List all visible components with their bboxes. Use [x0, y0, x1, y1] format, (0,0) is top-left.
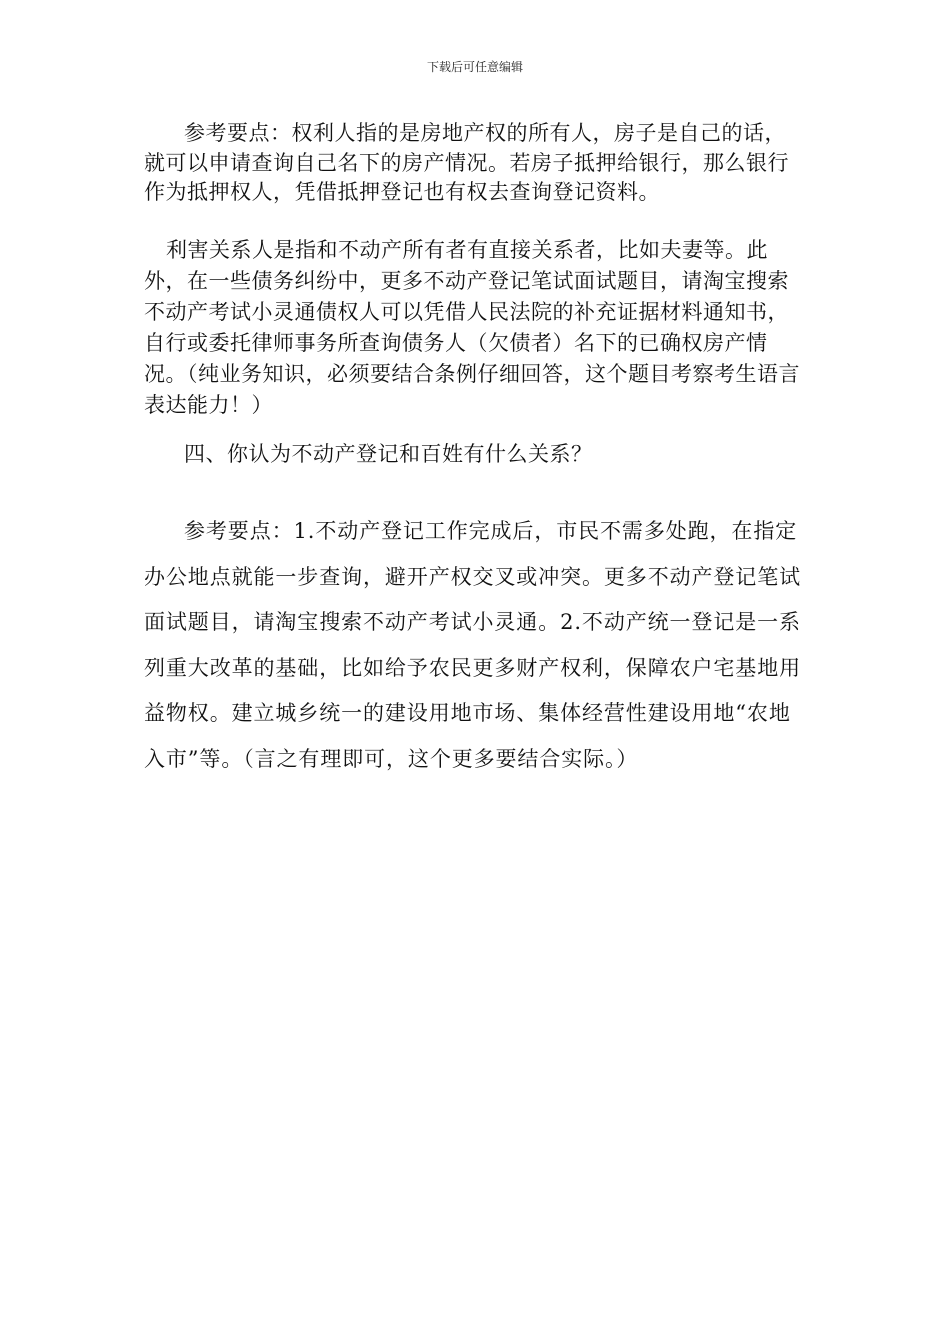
paragraph-rights-holder: 参考要点：权利人指的是房地产权的所有人，房子是自己的话，就可以申请查询自己名下的房产情况。若房子抵押给银行，那么银行作为抵押权人，凭借抵押登记也有权去查询登记资料。 [144, 121, 789, 204]
paragraph-answer-points: 参考要点：1.不动产登记工作完成后，市民不需多处跑，在指定办公地点就能一步查询，避开产权交叉或冲突。更多不动产登记笔试面试题目，请淘宝搜索不动产考试小灵通。2.不动产统一登记是一系列重大改革的基础，比如给予农民更多财产权利，保障农户宅基地用益物权。建立城乡统一的建设用地市场、集体经营性建设用地“农地入市”等。（言之有理即可，这个更多要结合实际。） [144, 519, 801, 771]
paragraph-interested-party: 利害关系人是指和不动产所有者有直接关系者，比如夫妻等。此外，在一些债务纠纷中，更多不动产登记笔试面试题目，请淘宝搜索不动产考试小灵通债权人可以凭借人民法院的补充证据材料通知书，自行或委托律师事务所查询债务人（欠债者）名下的已确权房产情况。（纯业务知识，必须要结合条例仔细回答，这个题目考察考生语言表达能力！） [144, 238, 800, 417]
header-note: 下载后可任意编辑 [426, 60, 523, 74]
question-heading: 四、你认为不动产登记和百姓有什么关系？ [184, 442, 593, 466]
